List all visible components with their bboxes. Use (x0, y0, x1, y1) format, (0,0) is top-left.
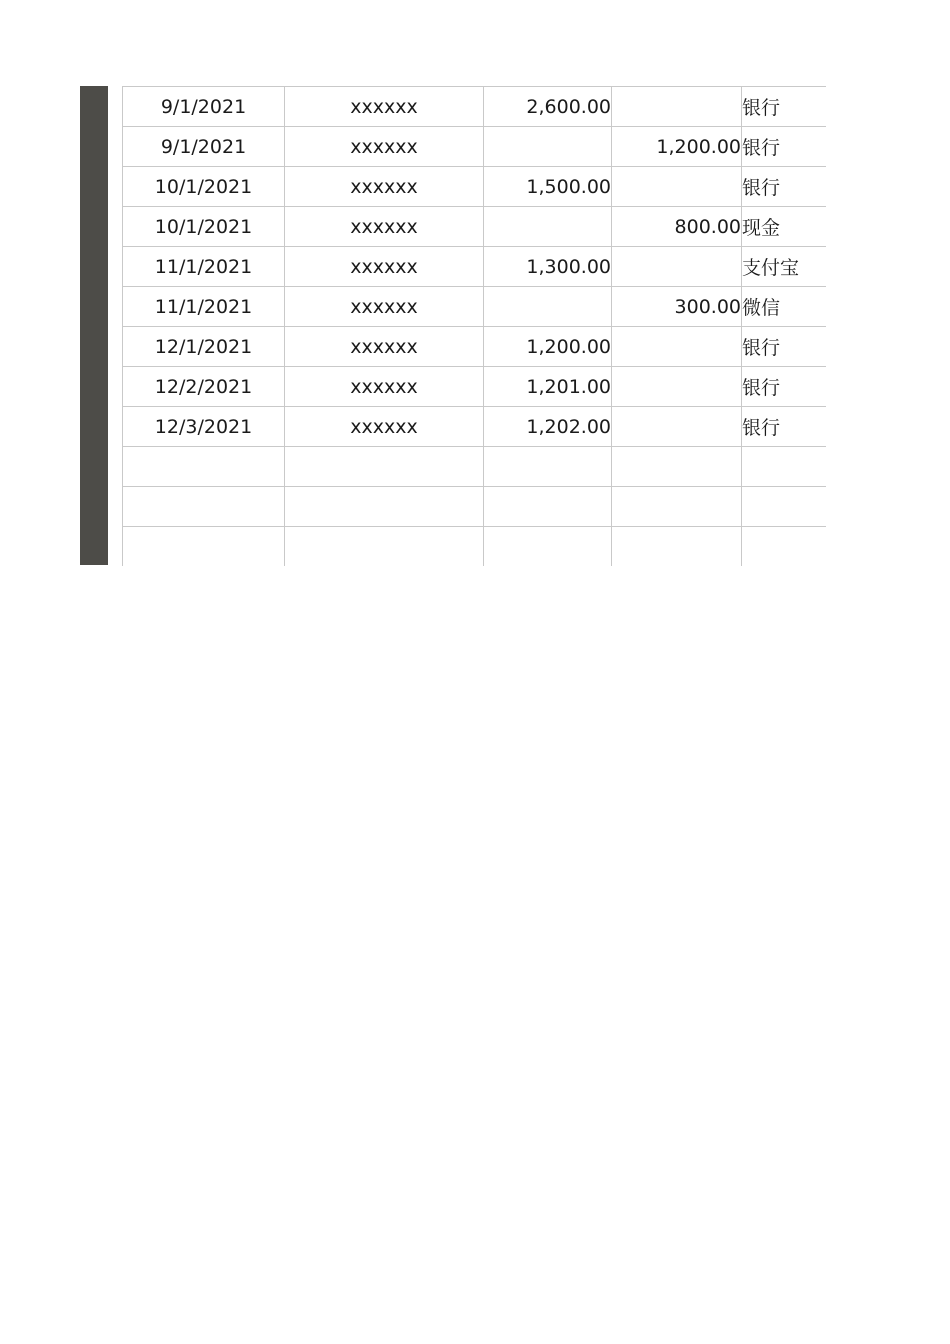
description-cell[interactable]: xxxxxx (285, 127, 484, 167)
side-bar (80, 86, 108, 565)
date-cell[interactable] (123, 527, 285, 567)
expense-cell[interactable] (612, 407, 742, 447)
account-cell[interactable]: 银行 (742, 367, 827, 407)
date-cell[interactable]: 11/1/2021 (123, 287, 285, 327)
income-cell[interactable]: 1,201.00 (484, 367, 612, 407)
income-cell[interactable]: 2,600.00 (484, 87, 612, 127)
date-cell[interactable]: 9/1/2021 (123, 87, 285, 127)
income-cell[interactable] (484, 207, 612, 247)
expense-cell[interactable] (612, 327, 742, 367)
account-cell[interactable]: 支付宝 (742, 247, 827, 287)
table-row (123, 287, 827, 327)
income-cell[interactable]: 1,200.00 (484, 327, 612, 367)
expense-cell[interactable] (612, 87, 742, 127)
expense-cell[interactable]: 800.00 (612, 207, 742, 247)
date-cell[interactable]: 12/2/2021 (123, 367, 285, 407)
description-cell[interactable]: xxxxxx (285, 407, 484, 447)
description-cell[interactable] (285, 487, 484, 527)
income-cell[interactable] (484, 487, 612, 527)
expense-cell[interactable] (612, 527, 742, 567)
table-row (123, 87, 827, 127)
table-row (123, 447, 827, 487)
description-cell[interactable] (285, 527, 484, 567)
ledger-table (122, 86, 826, 566)
account-cell[interactable]: 现金 (742, 207, 827, 247)
expense-cell[interactable] (612, 447, 742, 487)
expense-cell[interactable] (612, 487, 742, 527)
description-cell[interactable]: xxxxxx (285, 287, 484, 327)
ledger-sheet (122, 86, 826, 566)
description-cell[interactable] (285, 447, 484, 487)
income-cell[interactable] (484, 447, 612, 487)
description-cell[interactable]: xxxxxx (285, 247, 484, 287)
table-row (123, 167, 827, 207)
table-row (123, 247, 827, 287)
account-cell[interactable]: 银行 (742, 407, 827, 447)
account-cell[interactable]: 银行 (742, 167, 827, 207)
income-cell[interactable] (484, 527, 612, 567)
account-cell[interactable]: 银行 (742, 87, 827, 127)
income-cell[interactable] (484, 127, 612, 167)
expense-cell[interactable] (612, 367, 742, 407)
description-cell[interactable]: xxxxxx (285, 167, 484, 207)
description-cell[interactable]: xxxxxx (285, 207, 484, 247)
ledger-body (123, 87, 827, 567)
date-cell[interactable]: 10/1/2021 (123, 167, 285, 207)
account-cell[interactable] (742, 487, 827, 527)
expense-cell[interactable] (612, 247, 742, 287)
table-row (123, 127, 827, 167)
date-cell[interactable]: 12/1/2021 (123, 327, 285, 367)
date-cell[interactable]: 9/1/2021 (123, 127, 285, 167)
date-cell[interactable]: 10/1/2021 (123, 207, 285, 247)
income-cell[interactable]: 1,300.00 (484, 247, 612, 287)
income-cell[interactable]: 1,500.00 (484, 167, 612, 207)
account-cell[interactable]: 银行 (742, 127, 827, 167)
date-cell[interactable] (123, 447, 285, 487)
table-row (123, 407, 827, 447)
income-cell[interactable]: 1,202.00 (484, 407, 612, 447)
expense-cell[interactable]: 1,200.00 (612, 127, 742, 167)
table-row (123, 207, 827, 247)
table-row (123, 327, 827, 367)
description-cell[interactable]: xxxxxx (285, 87, 484, 127)
date-cell[interactable]: 12/3/2021 (123, 407, 285, 447)
account-cell[interactable] (742, 527, 827, 567)
date-cell[interactable] (123, 487, 285, 527)
account-cell[interactable]: 银行 (742, 327, 827, 367)
expense-cell[interactable] (612, 167, 742, 207)
account-cell[interactable]: 微信 (742, 287, 827, 327)
account-cell[interactable] (742, 447, 827, 487)
description-cell[interactable]: xxxxxx (285, 367, 484, 407)
date-cell[interactable]: 11/1/2021 (123, 247, 285, 287)
description-cell[interactable]: xxxxxx (285, 327, 484, 367)
table-row (123, 527, 827, 567)
income-cell[interactable] (484, 287, 612, 327)
table-row (123, 367, 827, 407)
table-row (123, 487, 827, 527)
expense-cell[interactable]: 300.00 (612, 287, 742, 327)
